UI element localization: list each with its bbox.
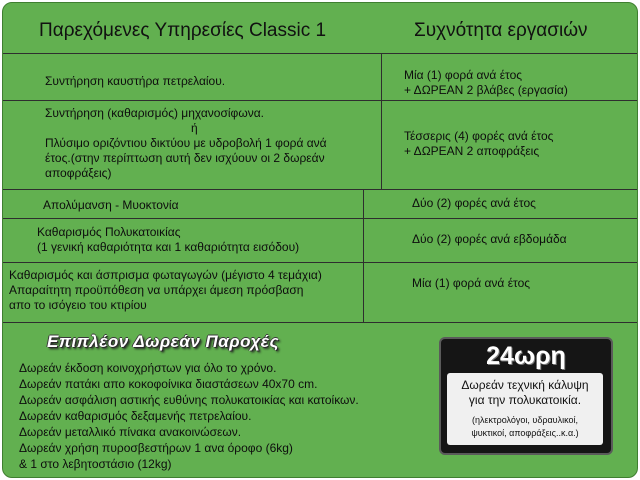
column-divider [363,190,364,322]
list-item: Δωρεάν χρήση πυροσβεστήρων 1 ανα όροφο (6kg) [19,441,293,455]
list-item: Δωρεάν έκδοση κοινοχρήστων για όλο το χρόνο. [19,361,277,375]
row-divider [3,100,637,101]
bonus-title: Επιπλέον Δωρεάν Παροχές [47,332,279,351]
list-item: Δωρεάν καθαρισμός δεξαμενής πετρελαίου. [19,409,252,423]
table-row-2-frequency: Τέσσερις (4) φορές ανά έτος + ΔΩΡΕΑΝ 2 αποφράξεις [404,129,554,158]
frequency-column-header: Συχνότητα εργασιών [414,20,588,41]
support-24h-box [439,337,613,455]
support-24h-details: (ηλεκτρολόγοι, υδραυλικοί, ψυκτικοί, αποφράξεις..κ.α.) [471,415,579,438]
table-header [3,3,637,53]
row-divider [3,53,637,54]
table-row-2-service: Συντήρηση (καθαρισμός) μηχανοσίφωνα. ή Πλύσιμο οριζόντιου δικτύου με υδροβολή 1 φορά ανά έτος.(στην περίπτωση αυτή δεν ισχύουν οι 2 δωρεάν αποφράξεις) [45,106,327,180]
services-card [2,2,638,478]
column-divider [381,53,382,190]
table-row-3-frequency: Δύο (2) φορές ανά έτος [412,196,536,210]
table-row-1-service: Συντήρηση καυστήρα πετρελαίου. [45,74,226,88]
row-divider [3,218,637,219]
table-row-4-service: Καθαρισμός Πολυκατοικίας (1 γενική καθαριότητα και 1 καθαριότητα εισόδου) [37,225,300,254]
row-divider [3,189,637,190]
table-row-4-frequency: Δύο (2) φορές ανά εβδομάδα [412,232,567,246]
table-row-3-service: Απολύμανση - Μυοκτονία [43,198,179,212]
table-row-1-frequency: Μία (1) φορά ανά έτος + ΔΩΡΕΑΝ 2 βλάβες (εργασία) [404,68,568,97]
list-item: Δωρεάν πατάκι απο κοκοφοίνικα διαστάσεων 40x70 cm. [19,377,318,391]
services-column-header: Παρεχόμενες Υπηρεσίες Classic 1 [39,20,327,41]
row-divider [3,322,637,323]
list-item: & 1 στο λεβητοστάσιο (12kg) [19,457,172,471]
table-row-5-service: Καθαρισμός και άσπρισμα φωταγωγών (μέγιστο 4 τεμάχια) Απαραίτητη προϋπόθεση να υπάρχει άμεση πρόσβαση απο το ισόγειο του κτιρίου [9,268,322,312]
row-divider [3,262,637,263]
table-row-5-frequency: Μία (1) φορά ανά έτος [412,276,531,290]
bonus-list [19,360,419,472]
support-24h-title: 24ωρη [486,342,566,370]
support-24h-description: Δωρεάν τεχνική κάλυψη για την πολυκατοικία. [461,378,589,407]
list-item: Δωρεάν μεταλλικό πίνακα ανακοινώσεων. [19,425,242,439]
support-24h-panel [447,373,603,445]
list-item: Δωρεάν ασφάλιση αστικής ευθύνης πολυκατοικίας και κατοίκων. [19,393,359,407]
